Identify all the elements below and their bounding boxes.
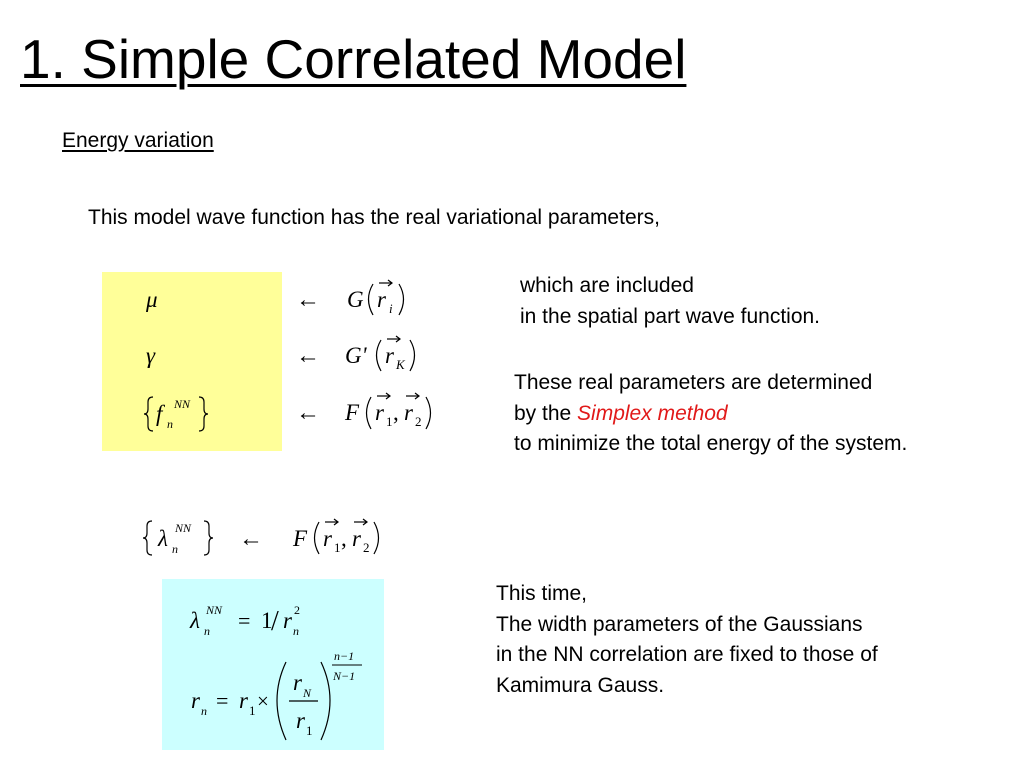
vector-r2-2: r bbox=[352, 526, 361, 551]
note-this-time bbox=[496, 579, 878, 701]
eq1-lambda: λ bbox=[190, 608, 200, 633]
eq2-den-r: r bbox=[296, 708, 305, 733]
eq1-lambda-sup: NN bbox=[206, 603, 223, 617]
param-f-sup: NN bbox=[174, 397, 191, 411]
vector-r2: r bbox=[404, 400, 413, 425]
function-f: F bbox=[345, 400, 360, 425]
section-subtitle: Energy variation bbox=[62, 129, 214, 152]
intro-text: This model wave function has the real variational parameters, bbox=[88, 206, 660, 229]
eq2-equals: = bbox=[216, 688, 229, 713]
eq2-den-sub: 1 bbox=[306, 723, 313, 738]
eq2-rn: r bbox=[191, 688, 200, 713]
eq2-times: × bbox=[257, 689, 269, 713]
arrow-4: ← bbox=[239, 526, 263, 552]
note-included-line-2: in the spatial part wave function. bbox=[520, 304, 821, 328]
function-f-2: F bbox=[293, 526, 308, 551]
note-this-time-line-1: This time, bbox=[496, 582, 588, 605]
subscript-i: i bbox=[389, 301, 393, 316]
eq1-equals: = bbox=[238, 608, 251, 633]
function-g-prime: G' bbox=[345, 343, 367, 368]
vector-r1: r bbox=[375, 400, 384, 425]
eq1-one: 1 bbox=[261, 608, 273, 633]
vector-r1-2: r bbox=[323, 526, 332, 551]
eq2-paren-left bbox=[277, 662, 286, 740]
subscript-1: 1 bbox=[386, 414, 393, 429]
param-lambda: λ bbox=[158, 526, 168, 551]
note-this-time-line-3: in the NN correlation are fixed to those of bbox=[496, 643, 878, 666]
arrow-2: ← bbox=[296, 343, 320, 369]
subscript-k: K bbox=[396, 357, 405, 372]
slide-title: 1. Simple Correlated Model bbox=[20, 28, 687, 90]
param-gamma: γ bbox=[146, 343, 156, 368]
note-this-time-line-2: The width parameters of the Gaussians bbox=[496, 612, 863, 636]
note-simplex-line-3: to minimize the total energy of the system. bbox=[514, 432, 908, 455]
eq1-r-sup: 2 bbox=[294, 603, 300, 617]
note-included-line-1: which are included bbox=[520, 274, 694, 297]
param-lambda-sup: NN bbox=[175, 521, 192, 535]
function-g: G bbox=[347, 287, 364, 312]
comma-2: , bbox=[341, 526, 347, 551]
eq2-paren-right bbox=[321, 662, 330, 740]
simplex-method-highlight: Simplex method bbox=[577, 401, 728, 425]
eq1-slash: / bbox=[271, 606, 279, 637]
eq2-rn-sub: n bbox=[201, 704, 207, 718]
param-f-sub: n bbox=[167, 417, 173, 431]
eq2-exp-num: n−1 bbox=[334, 649, 355, 663]
arrow-1: ← bbox=[296, 287, 320, 313]
eq1-lambda-sub: n bbox=[204, 624, 210, 638]
eq2-num-sub: N bbox=[303, 686, 312, 700]
vector-r-1: r bbox=[377, 287, 386, 312]
eq2-r1: r bbox=[239, 688, 248, 713]
eq2-exp-den: N−1 bbox=[333, 669, 356, 683]
arrow-3: ← bbox=[296, 400, 320, 426]
eq1-r-sub: n bbox=[293, 624, 299, 638]
eq1-r: r bbox=[283, 608, 292, 633]
vector-r-2: r bbox=[385, 343, 394, 368]
subscript-1-2: 1 bbox=[334, 540, 341, 555]
subscript-2-2: 2 bbox=[363, 540, 370, 555]
param-f: f bbox=[156, 401, 163, 426]
note-this-time-line-4: Kamimura Gauss. bbox=[496, 673, 665, 697]
comma-1: , bbox=[393, 400, 399, 425]
note-simplex-line-1: These real parameters are determined bbox=[514, 371, 873, 394]
param-mu: μ bbox=[146, 287, 158, 312]
note-simplex-prefix: by the bbox=[514, 401, 578, 425]
eq2-r1-sub: 1 bbox=[249, 703, 256, 718]
param-lambda-sub: n bbox=[172, 542, 178, 556]
eq2-num-r: r bbox=[293, 670, 302, 695]
subscript-2: 2 bbox=[415, 414, 422, 429]
